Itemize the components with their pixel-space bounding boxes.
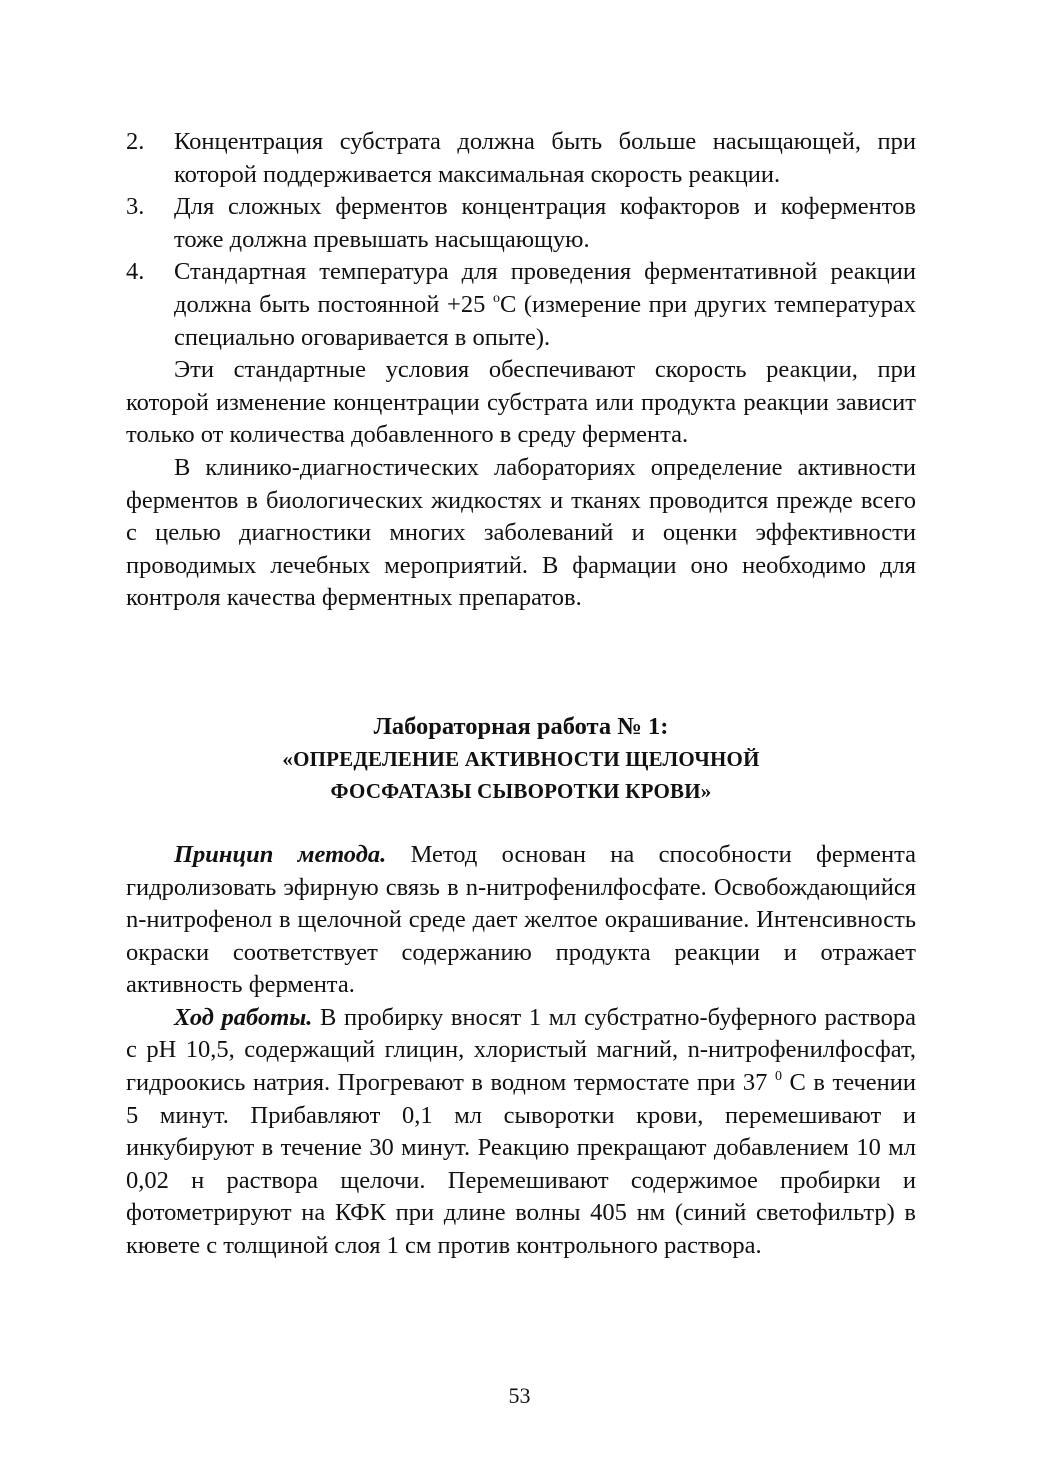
list-text: Для сложных ферментов концентрация кофакторов и коферментов тоже должна превышать насыщающую.: [174, 193, 916, 253]
procedure-paragraph: [126, 1002, 916, 1263]
list-text: [174, 256, 916, 354]
lab-subtitle-line: ФОСФАТАЗЫ СЫВОРОТКИ КРОВИ»: [330, 778, 712, 803]
principle-lead: Принцип метода.: [174, 840, 387, 868]
degree-mark: 0: [774, 1069, 782, 1085]
list-text: Концентрация субстрата должна быть больше насыщающей, при которой поддерживается максимальная скорость реакции.: [174, 128, 916, 188]
paragraph: Эти стандартные условия обеспечивают скорость реакции, при которой изменение концентрации субстрата или продукта реакции зависит только от количества добавленного в среду фермента.: [126, 356, 916, 449]
list-item: [126, 126, 916, 191]
page-content: [126, 126, 916, 1263]
page-number: 53: [508, 1383, 531, 1408]
list-number: 4.: [126, 258, 145, 286]
list-text-part: Стандартная температура для проведения ферментативной реакции должна быть постоянной +25: [174, 258, 916, 318]
lab-title: Лабораторная работа № 1:: [373, 712, 669, 740]
list-item: [126, 256, 916, 354]
procedure-lead: Ход работы.: [174, 1003, 313, 1031]
procedure-text: С в течении 5 минут. Прибавляют 0,1 мл сыворотки крови, перемешивают и инкубируют в течение 30 минут. Реакцию прекращают добавлением 10 мл 0,02 н раствора щелочи. Перемешивают содержимое пробирки и фотометрируют на КФК при длине волны 405 нм (синий светофильтр) в кювете с толщиной слоя 1 см против контрольного раствора.: [126, 1069, 916, 1260]
list-item: [126, 191, 916, 256]
lab-subtitle-line: «ОПРЕДЕЛЕНИЕ АКТИВНОСТИ ЩЕЛОЧНОЙ: [282, 746, 760, 771]
section-heading: [126, 711, 916, 807]
list-text-part: С (измерение при других температурах специально оговаривается в опыте).: [174, 290, 916, 351]
degree-mark: o: [492, 290, 500, 306]
procedure-text: В пробирку вносят 1 мл субстратно-буферного раствора с pH 10,5, содержащий глицин, хлористый магний, n-нитрофенилфосфат, гидроокись натрия. Прогревают в водном термостате при 37: [126, 1003, 916, 1097]
list-number: 2.: [126, 128, 145, 155]
list-number: 3.: [126, 193, 145, 221]
paragraph: В клинико-диагностических лабораториях определение активности ферментов в биологических жидкостях и тканях проводится прежде всего с целью диагностики многих заболеваний и оценки эффективности проводимых лечебных мероприятий. В фармации оно необходимо для контроля качества ферментных препаратов.: [126, 453, 916, 612]
principle-paragraph: [126, 839, 916, 1002]
method-section: [126, 839, 916, 1263]
principle-text: Метод основан на способности фермента гидролизовать эфирную связь в n-нитрофенилфосфате. Освобождающийся n-нитрофенол в щелочной среде дает желтое окрашивание. Интенсивность окраски соответствует содержанию продукта реакции и отражает активность фермента.: [126, 840, 917, 999]
